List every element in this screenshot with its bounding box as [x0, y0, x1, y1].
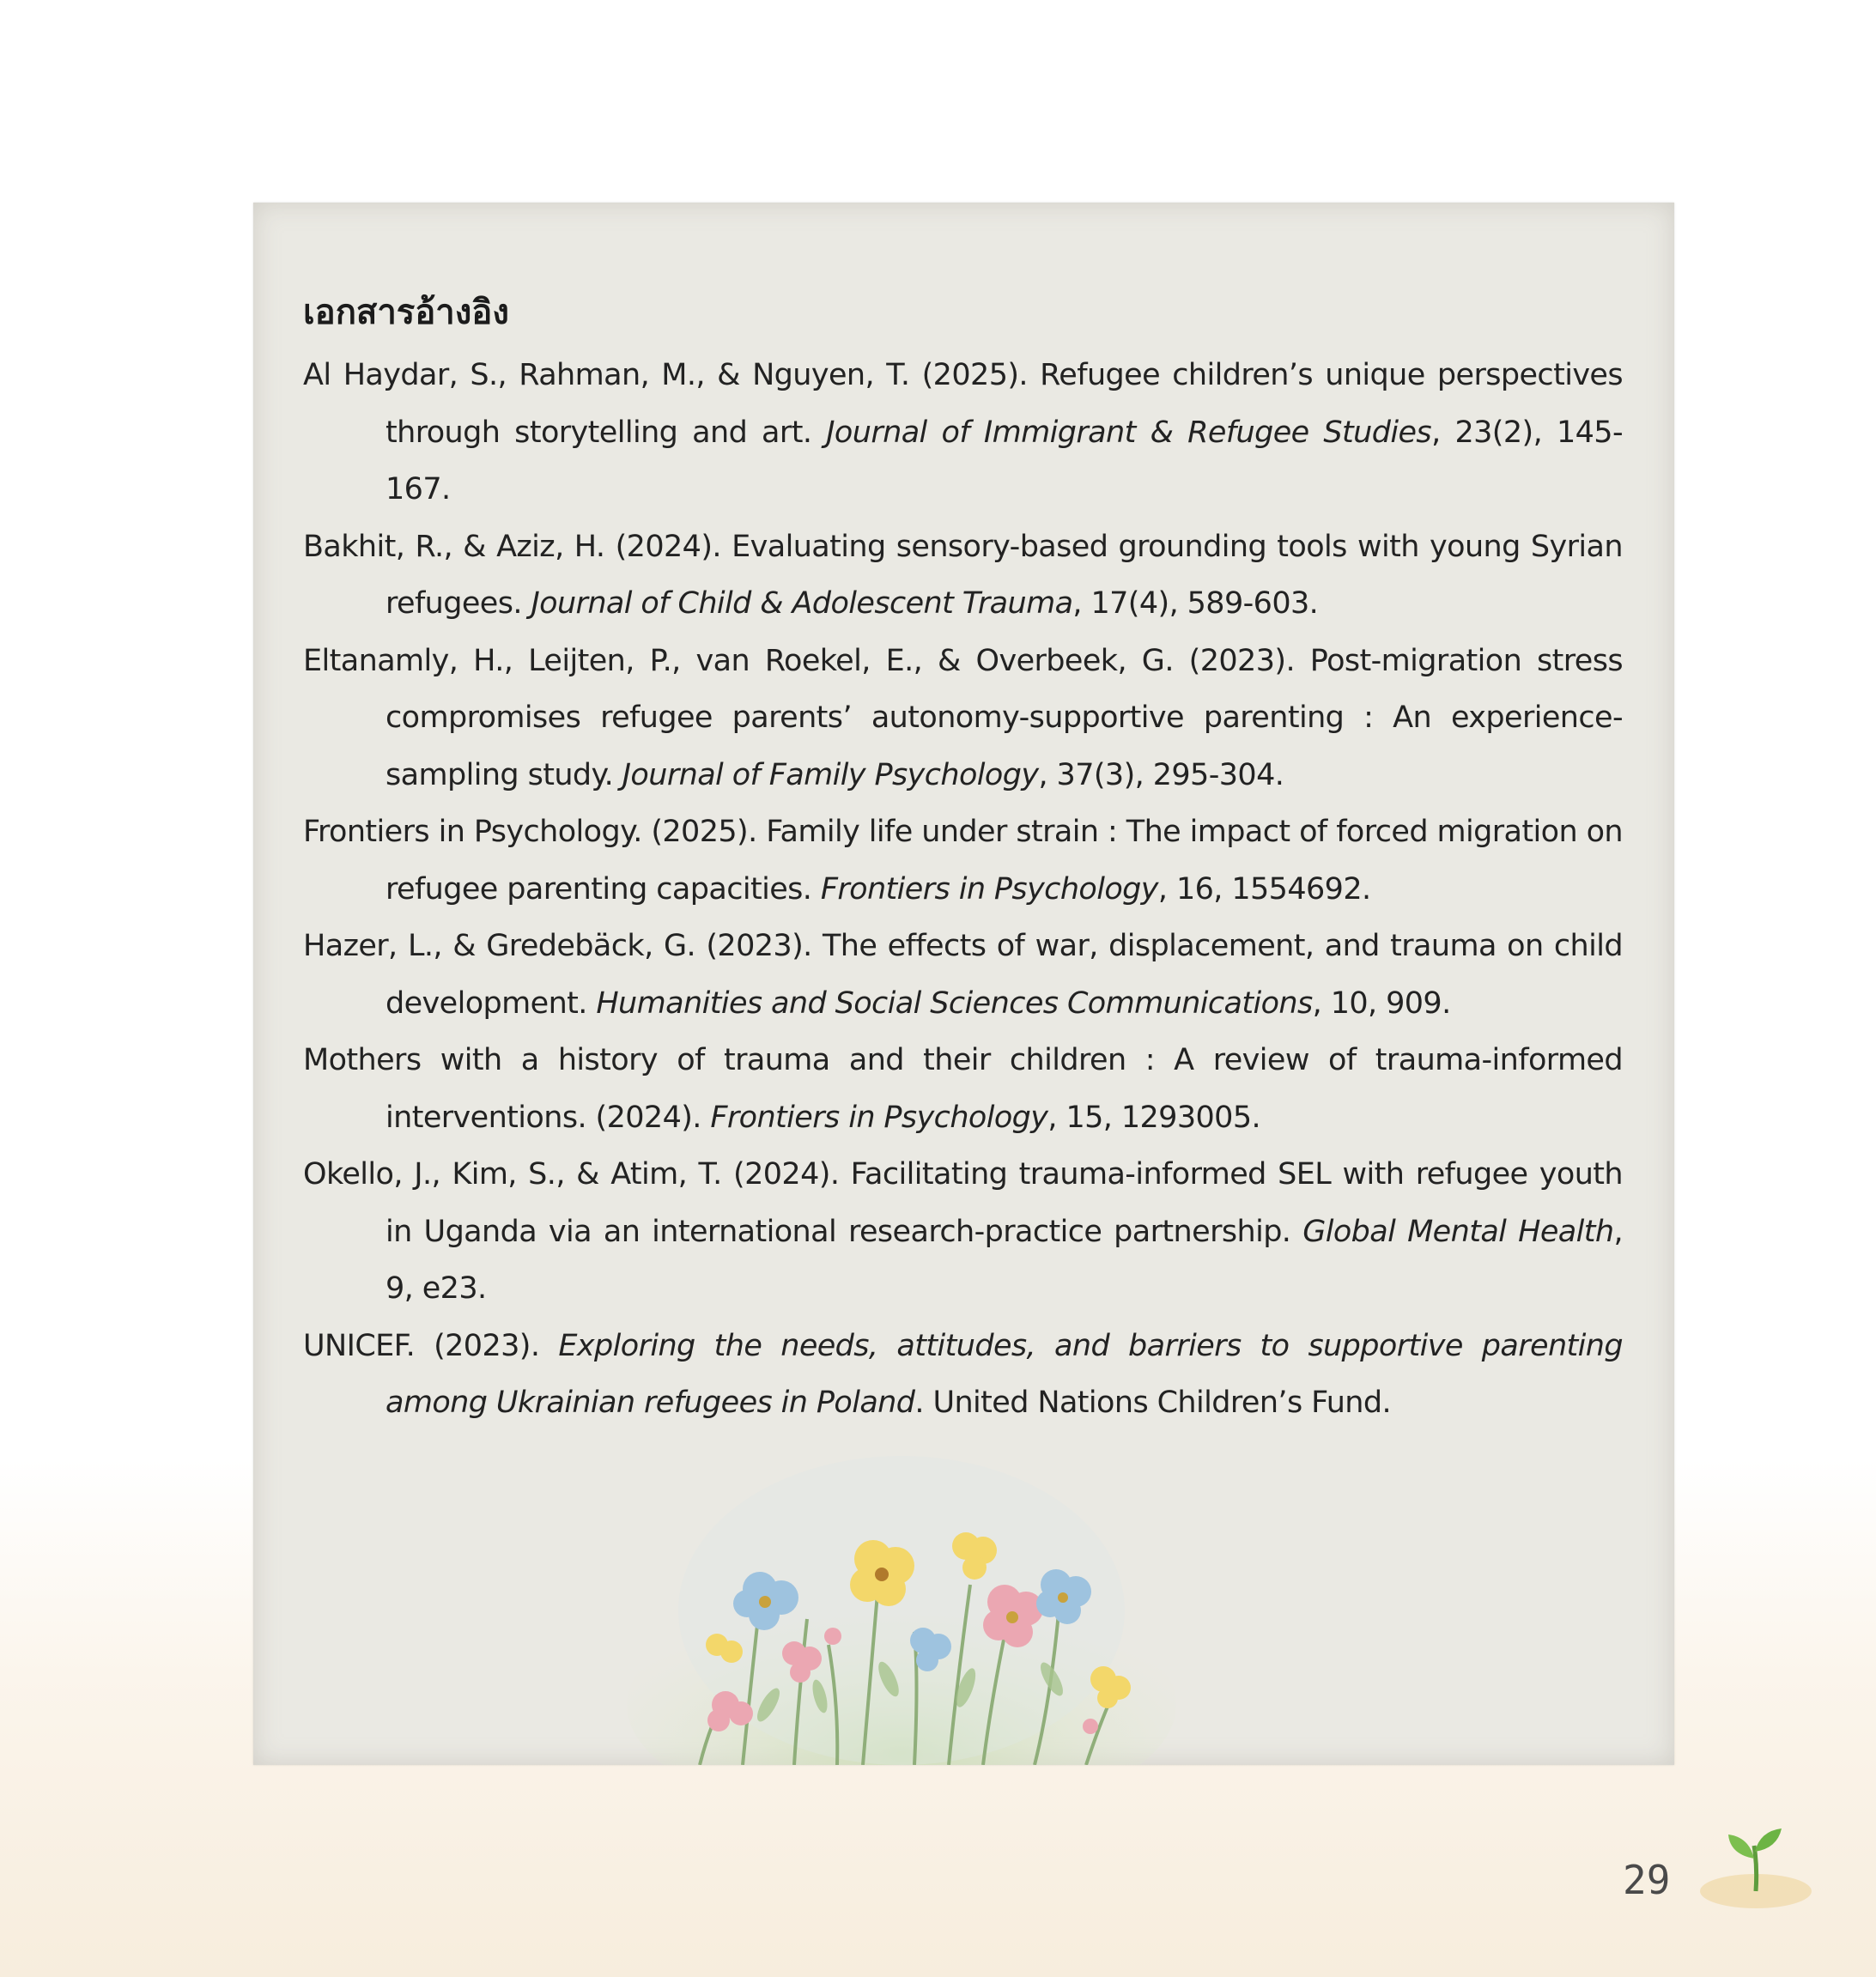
- reference-item: Frontiers in Psychology. (2025). Family life under strain : The impact of forced migration on refugee parenting capacities. Frontiers in Psychology, 16, 1554692.: [303, 815, 1623, 907]
- reference-item: Al Haydar, S., Rahman, M., & Nguyen, T. (2025). Refugee children’s unique perspectives through storytelling and art. Journal of Immigrant & Refugee Studies, 23(2), 145-167.: [303, 358, 1623, 506]
- reference-item: Eltanamly, H., Leijten, P., van Roekel, E., & Overbeek, G. (2023). Post-migration stress compromises refugee parents’ autonomy-supportive parenting : An experience-sampling study. Journal of Family Psychology, 37(3), 295-304.: [303, 643, 1623, 792]
- watercolor-flowers-illustration: [622, 1422, 1181, 1765]
- reference-item: Hazer, L., & Gredebäck, G. (2023). The effects of war, displacement, and trauma on child development. Humanities and Social Sciences Communications, 10, 909.: [303, 929, 1623, 1021]
- page-number: 29: [1623, 1857, 1671, 1903]
- reference-item: UNICEF. (2023). Exploring the needs, attitudes, and barriers to supportive parenting among Ukrainian refugees in Poland. United Nations Children’s Fund.: [303, 1328, 1623, 1420]
- references-heading: เอกสารอ้างอิง: [303, 293, 509, 332]
- references-card: [253, 203, 1674, 1765]
- reference-item: Okello, J., Kim, S., & Atim, T. (2024). Facilitating trauma-informed SEL with refugee youth in Uganda via an international research-practice partnership. Global Mental Health, 9, e23.: [303, 1157, 1623, 1306]
- reference-item: Mothers with a history of trauma and their children : A review of trauma-informed interventions. (2024). Frontiers in Psychology, 15, 1293005.: [303, 1043, 1623, 1135]
- reference-list: [303, 347, 1623, 1432]
- reference-item: Bakhit, R., & Aziz, H. (2024). Evaluating sensory-based grounding tools with young Syrian refugees. Journal of Child & Adolescent Trauma, 17(4), 589-603.: [303, 529, 1623, 621]
- sprout-icon: [1696, 1816, 1816, 1910]
